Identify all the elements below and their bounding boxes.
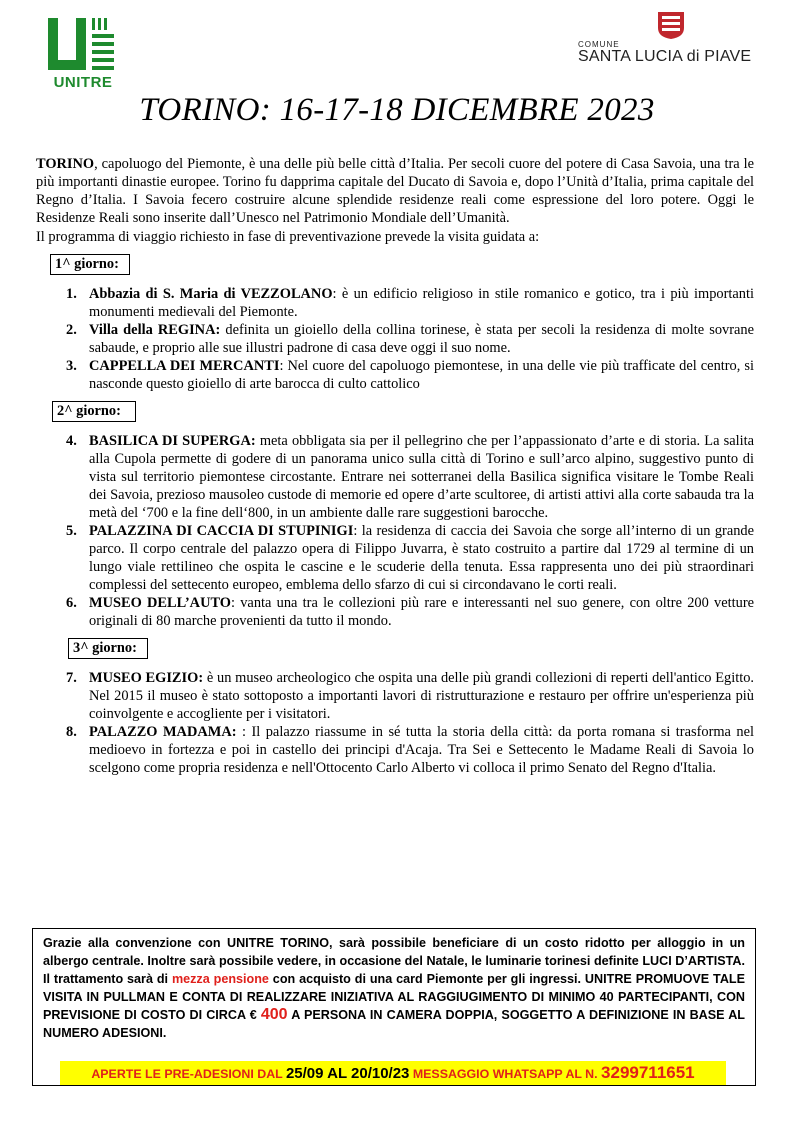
intro-paragraph — [36, 155, 754, 227]
end-date: 20/10/23 — [351, 1065, 410, 1082]
page-title: TORINO: 16-17-18 DICEMBRE 2023 — [139, 92, 655, 128]
comune-name: SANTA LUCIA di PIAVE — [578, 48, 752, 65]
comune-logo — [578, 10, 770, 66]
price-highlight: 400 — [260, 1006, 288, 1023]
day-3-list — [36, 669, 754, 777]
day-2-list — [36, 432, 754, 630]
half-board-highlight: mezza pensione — [171, 972, 269, 986]
day-1-label: 1^ giorno: — [50, 254, 130, 275]
notice-text: Grazie alla convenzione con UNITRE TORINO, sarà possibile beneficiare di un costo ridotto per alloggio in un albergo centrale. Inoltre sarà possibile vedere, in occasione del Natale, le luminarie torinesi definite LUCI D’ARTISTA. Il trattamento sarà di mezza pensione con acquisto di una card Piemonte per gli ingressi. UNITRE PROMUOVE TALE VISITA IN PULLMAN E CONTA DI REALIZZARE INIZIATIVA AL RAGGIUGIMENTO DI MINIMO 40 PARTECIPANTI, CON PREVISIONE DI COSTO DI CIRCA € 400 A PERSONA IN CAMERA DOPPIA, SOGGETTO A DEFINIZIONE IN BASE AL NUMERO ADESIONI. — [43, 936, 746, 1040]
unitre-emblem-icon — [48, 18, 118, 74]
day-1-list — [36, 285, 754, 393]
list-item: 4. BASILICA DI SUPERGA: meta obbligata sia per il pellegrino che per l’appassionato d’arte e di storia. La salita alla Cupola permette di godere di un panorama unico sulla città di Torino e sull’arco alpino, suggestivo punto di vista sul territorio piemontese circostante. Entrare nei sotterranei della Basilica significa visitare le Tombe Reali dei Savoia, prezioso mausoleo custode di memorie ed opere d’arte scultoree, di artisti attivi alla corte sabauda tra la metà del ‘700 e la fine dell‘800, in un ambiente dalle rare suggestioni barocche. — [66, 433, 754, 521]
document-body — [36, 155, 754, 777]
pre-registration-banner: APERTE LE PRE-ADESIONI DAL 25/09 AL 20/10/23 MESSAGGIO WHATSAPP AL N. 3299711651 — [60, 1061, 726, 1085]
crest-icon — [656, 10, 686, 40]
intro-text: , capoluogo del Piemonte, è una delle più belle città d’Italia. Per secoli cuore del potere di Casa Savoia, una tra le più importanti dinastie europee. Torino fu dapprima capitale del Ducato di Savoia e, dopo l’Unità d’Italia, prima capitale del Regno d’Italia. I Savoia fecero costruire alcune splendide residenze reali come espressione del loro potere. Oggi le Residenze Reali sono inserite dall’Unesco nel Patrimonio Mondiale dell’Umanità. — [36, 156, 754, 226]
unitre-logo-text: UNITRE — [53, 74, 113, 91]
list-item: 1. Abbazia di S. Maria di VEZZOLANO: è un edificio religioso in stile romanico e gotico, tra i più importanti monumenti medievali del Piemonte. — [66, 286, 754, 320]
program-line: Il programma di viaggio richiesto in fase di preventivazione prevede la visita guidata a: — [36, 229, 540, 245]
intro-bold: TORINO — [36, 156, 95, 172]
comune-label: COMUNE — [578, 40, 620, 49]
day-2-label: 2^ giorno: — [52, 401, 136, 422]
list-item: 7. MUSEO EGIZIO: è un museo archeologico che ospita una delle più grandi collezioni di reperti dell'antico Egitto. Nel 2015 il museo è stato sottoposto a importanti lavori di ristrutturazione e restauro per offrire un'esperienza più coinvolgente e accogliente per i visitatori. — [66, 670, 754, 722]
list-item: 8. PALAZZO MADAMA: : Il palazzo riassume in sé tutta la storia della città: da porta romana si trasforma nel medioevo in fortezza e poi in castello dei principi d'Acaja. Tra Sei e Settecento le Madame Reali di Savoia lo scelgono come propria residenza e nell'Ottocento Carlo Alberto vi colloca il primo Senato del Regno d'Italia. — [66, 724, 755, 776]
day-3-label: 3^ giorno: — [68, 638, 148, 659]
unitre-logo — [48, 18, 118, 92]
start-date: 25/09 — [285, 1065, 324, 1082]
whatsapp-number[interactable]: 3299711651 — [601, 1063, 695, 1082]
list-item: 2. Villa della REGINA: definita un gioiello della collina torinese, è stata per secoli la residenza di molte sovrane sabaude, e proprio alle sue illustri padrone di casa deve oggi il suo nome. — [66, 322, 755, 356]
list-item: 6. MUSEO DELL’AUTO: vanta una tra le collezioni più rare e interessanti nel suo genere, con oltre 200 vetture originali di 80 marche provenienti da tutto il mondo. — [66, 595, 755, 629]
list-item: 5. PALAZZINA DI CACCIA DI STUPINIGI: la residenza di caccia dei Savoia che sorge all’interno di un grande parco. Il corpo centrale del palazzo opera di Filippo Juvarra, è stato costruito a partire dal 1729 al termine di un lungo viale rettilineo che ospita le cascine e le scuderie della tenuta. Essa rappresenta uno dei più straordinari complessi del settecento europeo, emblema dello sfarzo di cui si circondavano le corti reali. — [66, 523, 754, 593]
list-item: 3. CAPPELLA DEI MERCANTI: Nel cuore del capoluogo piemontese, in una delle vie più trafficate del centro, si nasconde questo gioiello di arte barocca di culto cattolico — [66, 358, 755, 392]
